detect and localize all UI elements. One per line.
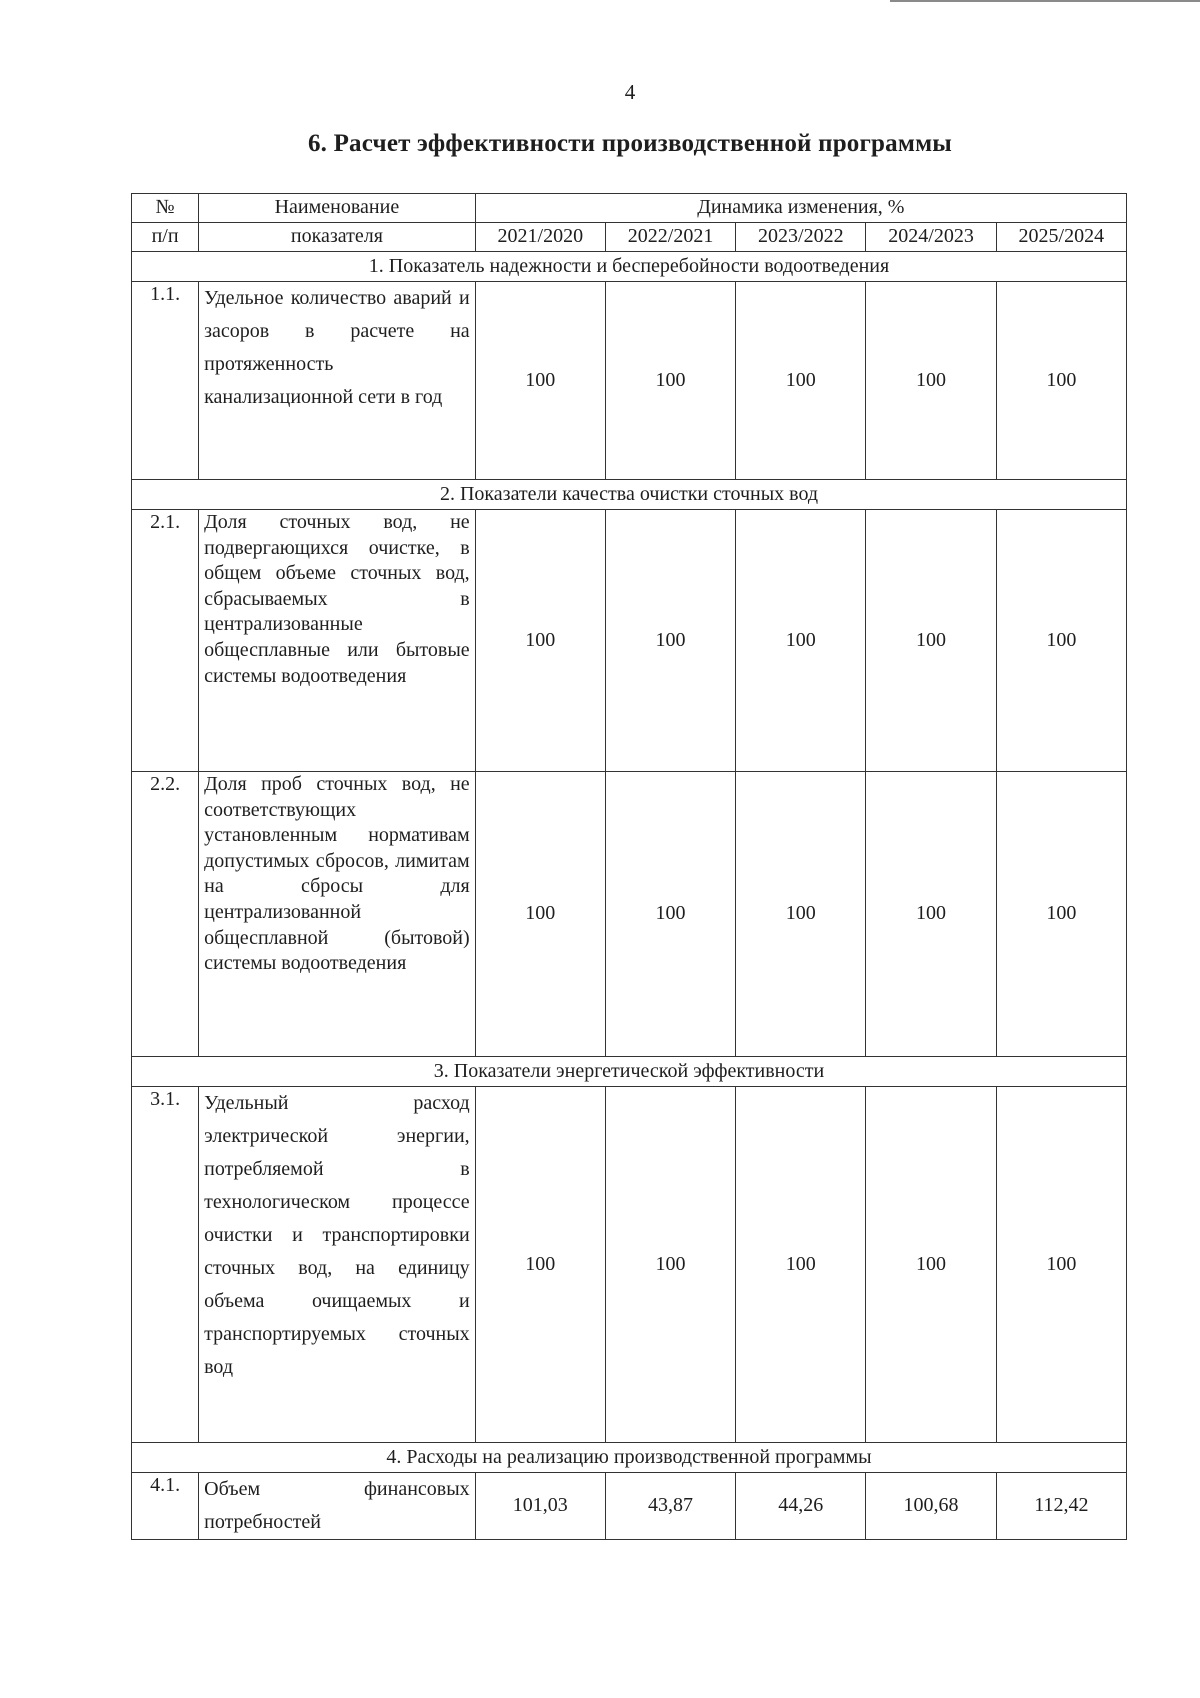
row-number: 3.1. [132,1087,199,1443]
table-row [132,1473,1127,1540]
value-cell: 44,26 [736,1473,866,1540]
header-name-bottom: показателя [199,223,476,252]
row-number: 2.2. [132,772,199,1057]
row-number: 2.1. [132,510,199,772]
value-cell: 100 [475,282,605,480]
value-cell: 100 [866,282,996,480]
value-cell: 100 [996,1087,1126,1443]
value-cell: 100 [475,1087,605,1443]
value-cell: 100 [605,1087,735,1443]
value-cell: 112,42 [996,1473,1126,1540]
section-heading: 1. Показатель надежности и бесперебойности водоотведения [132,252,1127,282]
section-row [132,1443,1127,1473]
value-cell: 100 [996,282,1126,480]
table-row [132,510,1127,772]
header-period: 2022/2021 [605,223,735,252]
section-title: 6. Расчет эффективности производственной программы [307,130,953,157]
table-row [132,772,1127,1057]
indicator-name: Объем финансовых потребностей [199,1473,476,1540]
value-cell: 100 [736,510,866,772]
value-cell: 100 [605,282,735,480]
table-row [132,282,1127,480]
value-cell: 100 [866,1087,996,1443]
indicator-name: Доля проб сточных вод, не соответствующих установленным нормативам допустимых сбросов, лимитам на сбросы для централизованной общесплавной (бытовой) системы водоотведения [199,772,476,1057]
header-num-bottom: п/п [132,223,199,252]
header-period: 2024/2023 [866,223,996,252]
indicator-name: Удельное количество аварий и засоров в расчете на протяженность канализационной сети в год [199,282,476,480]
value-cell: 100 [866,510,996,772]
indicator-name: Удельный расход электрической энергии, потребляемой в технологическом процессе очистки и транспортировки сточных вод, на единицу объема очищаемых и транспортируемых сточных вод [199,1087,476,1443]
value-cell: 100 [605,772,735,1057]
value-cell: 100 [996,510,1126,772]
value-cell: 100 [605,510,735,772]
value-cell: 100 [475,772,605,1057]
indicator-name: Доля сточных вод, не подвергающихся очистке, в общем объеме сточных вод, сбрасываемых в централизованные общесплавные или бытовые системы водоотведения [199,510,476,772]
section-heading: 2. Показатели качества очистки сточных вод [132,480,1127,510]
table-header-subrow [132,223,1127,252]
value-cell: 100,68 [866,1473,996,1540]
value-cell: 100 [736,282,866,480]
page-number: 4 [624,80,636,104]
table-row [132,1087,1127,1443]
top-edge-rule [890,0,1200,2]
header-num-top: № [132,194,199,223]
value-cell: 100 [736,772,866,1057]
table-header-row [132,194,1127,223]
section-heading: 4. Расходы на реализацию производственной программы [132,1443,1127,1473]
value-cell: 100 [475,510,605,772]
header-dynamics: Динамика изменения, % [475,194,1126,223]
row-number: 1.1. [132,282,199,480]
header-name-top: Наименование [199,194,476,223]
header-period: 2025/2024 [996,223,1126,252]
value-cell: 43,87 [605,1473,735,1540]
row-number: 4.1. [132,1473,199,1540]
value-cell: 101,03 [475,1473,605,1540]
value-cell: 100 [866,772,996,1057]
header-period: 2023/2022 [736,223,866,252]
value-cell: 100 [996,772,1126,1057]
section-heading: 3. Показатели энергетической эффективности [132,1057,1127,1087]
value-cell: 100 [736,1087,866,1443]
header-period: 2021/2020 [475,223,605,252]
section-row [132,1057,1127,1087]
section-row [132,480,1127,510]
efficiency-table [131,193,1127,1540]
section-row [132,252,1127,282]
